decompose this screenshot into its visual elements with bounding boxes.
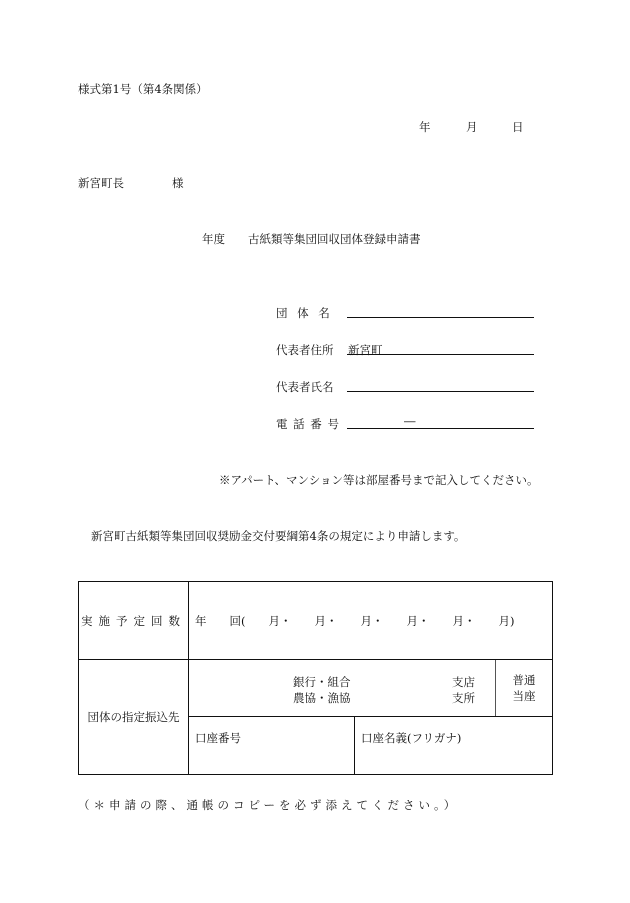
date-day: 日 [512,120,524,134]
field-label-group-name: 団 体 名 [276,306,333,320]
schedule-content: 年 回( 月・ 月・ 月・ 月・ 月・ 月) [195,613,515,628]
branch-type-line1: 支店 [452,675,475,689]
account-name-label: 口座名義(フリガナ) [361,731,462,745]
bank-type-line1: 銀行・組合 [293,675,351,689]
field-value-phone: ― [404,414,416,428]
account-type-line2: 当座 [512,689,536,703]
account-number-label: 口座番号 [195,731,241,745]
field-label-phone: 電 話 番 号 [276,417,340,431]
bank-label: 団体の指定振込先 [87,710,180,724]
schedule-content-cell[interactable] [189,582,553,660]
bank-label-cell [79,660,189,775]
statement-text: 新宮町古紙類等集団回収奨励金交付要綱第4条の規定により申請します。 [91,529,466,543]
addressee-honorific: 様 [172,176,184,190]
table-row-schedule [79,582,553,660]
account-name-cell[interactable] [355,717,553,775]
account-type-line1: 普通 [512,673,536,687]
field-label-rep-address: 代表者住所 [276,343,334,357]
application-table [78,581,553,775]
field-line-rep-name[interactable] [347,378,534,392]
schedule-label-cell [79,582,189,660]
schedule-label: 実施予定回数 [81,613,186,628]
field-label-rep-name: 代表者氏名 [276,380,334,394]
bank-type-line2: 農協・漁協 [293,691,351,705]
page-title: 古紙類等集団回収団体登録申請書 [248,232,421,246]
note-text: ※アパート、マンション等は部屋番号まで記入してください。 [219,473,539,487]
field-value-rep-address: 新宮町 [348,343,383,357]
branch-type-line2: 支所 [452,691,475,705]
form-number: 様式第1号（第4条関係） [78,82,208,96]
bank-name-cell[interactable] [189,660,496,717]
date-month: 月 [466,120,478,134]
account-type-cell[interactable] [496,660,553,717]
field-line-group-name[interactable] [347,304,534,318]
date-year: 年 [419,120,431,134]
field-line-phone[interactable] [347,415,534,429]
footer-note: （＊申請の際、通帳のコピーを必ず添えてください。） [78,798,460,812]
account-number-cell[interactable] [189,717,355,775]
title-prefix: 年度 [202,232,225,246]
addressee-name: 新宮町長 [78,176,124,190]
table-row-bank [79,660,553,717]
